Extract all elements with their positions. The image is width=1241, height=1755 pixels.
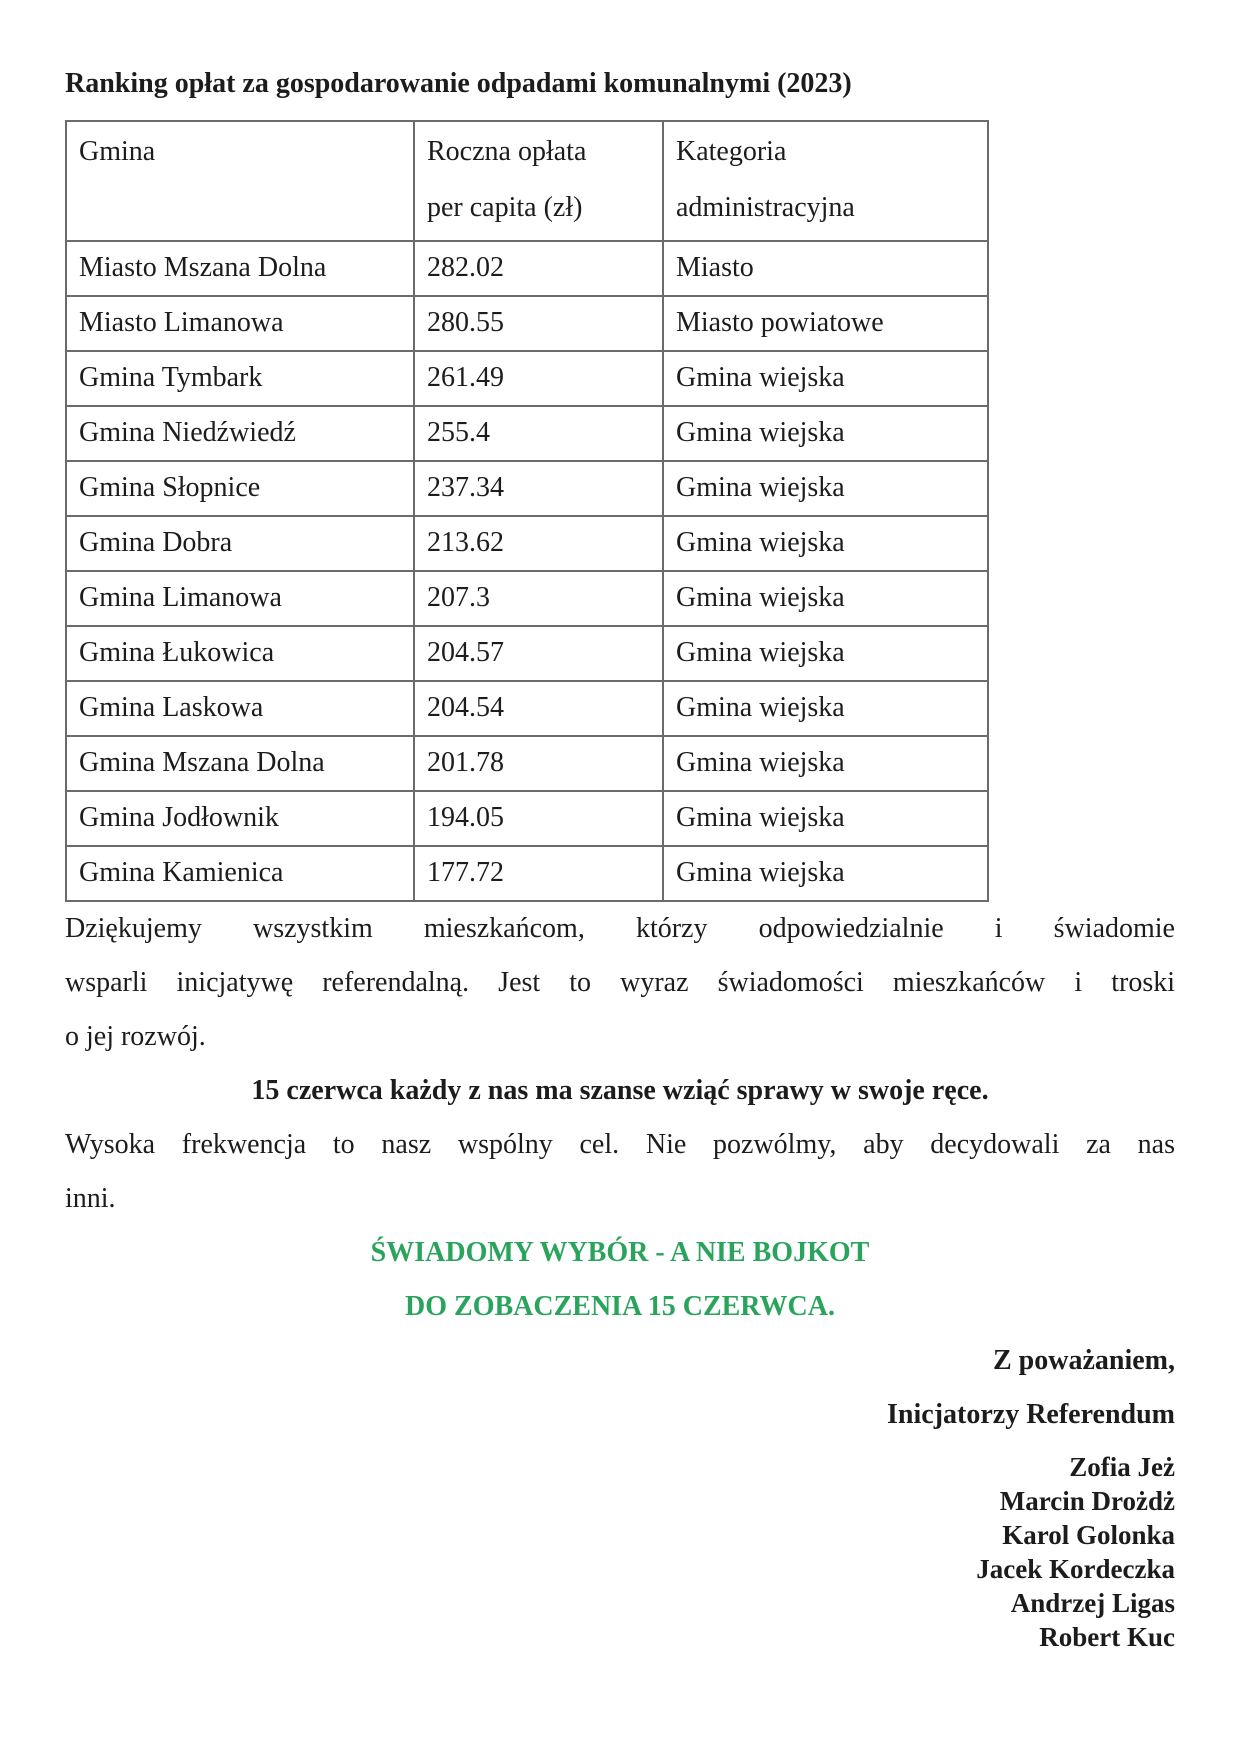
cell-fee: 177.72: [414, 846, 663, 901]
table-row: [66, 681, 988, 736]
cell-fee: 282.02: [414, 241, 663, 296]
cell-fee: 255.4: [414, 406, 663, 461]
cell-gmina: Gmina Kamienica: [66, 846, 414, 901]
paragraph-emphasis: 15 czerwca każdy z nas ma szanse wziąć sprawy w swoje ręce.: [251, 1075, 989, 1106]
signature-name: Robert Kuc: [1039, 1622, 1175, 1652]
header-category-line1: Kategoria: [676, 136, 787, 167]
table-row: [66, 516, 988, 571]
table-row: [66, 351, 988, 406]
table-row: [66, 791, 988, 846]
table-row: [66, 461, 988, 516]
signature-signed-by: Inicjatorzy Referendum: [887, 1399, 1175, 1430]
cell-category: Gmina wiejska: [663, 406, 988, 461]
table-row: [66, 296, 988, 351]
header-cell-fee: [414, 121, 663, 241]
fees-ranking-table: [65, 120, 989, 902]
cell-gmina: Gmina Limanowa: [66, 571, 414, 626]
cell-fee: 204.54: [414, 681, 663, 736]
cell-category: Gmina wiejska: [663, 736, 988, 791]
paragraph-turnout-line1: Wysoka frekwencja to nasz wspólny cel. Nie pozwólmy, aby decydowali za nas: [65, 1129, 1175, 1160]
cell-gmina: Gmina Łukowica: [66, 626, 414, 681]
table-header: [66, 121, 988, 241]
cell-fee: 261.49: [414, 351, 663, 406]
signature-block: [65, 1334, 1175, 1654]
page-title: Ranking opłat za gospodarowanie odpadami komunalnymi (2023): [65, 68, 852, 99]
cell-category: Gmina wiejska: [663, 626, 988, 681]
slogan-line-2: DO ZOBACZENIA 15 CZERWCA.: [405, 1291, 835, 1322]
header-gmina-line1: Gmina: [79, 136, 156, 167]
cell-gmina: Miasto Limanowa: [66, 296, 414, 351]
cell-category: Miasto: [663, 241, 988, 296]
table-row: [66, 406, 988, 461]
signature-name: Marcin Drożdż: [999, 1486, 1175, 1516]
cell-category: Gmina wiejska: [663, 791, 988, 846]
cell-category: Gmina wiejska: [663, 461, 988, 516]
cell-gmina: Gmina Dobra: [66, 516, 414, 571]
cell-fee: 194.05: [414, 791, 663, 846]
table-row: [66, 626, 988, 681]
paragraph-thanks-line2: wsparli inicjatywę referendalną. Jest to wyraz świadomości mieszkańców i troski: [65, 967, 1175, 998]
cell-gmina: Gmina Jodłownik: [66, 791, 414, 846]
cell-fee: 237.34: [414, 461, 663, 516]
header-cell-category: [663, 121, 988, 241]
table-row: [66, 736, 988, 791]
paragraph-thanks-line1: Dziękujemy wszystkim mieszkańcom, którzy odpowiedzialnie i świadomie: [65, 913, 1175, 944]
table-body: [66, 241, 988, 901]
signature-closing: Z poważaniem,: [993, 1345, 1175, 1376]
cell-category: Gmina wiejska: [663, 681, 988, 736]
header-fee-line1: Roczna opłata: [427, 136, 587, 167]
header-fee-line2: per capita (zł): [427, 192, 583, 223]
signature-name: Karol Golonka: [1002, 1520, 1175, 1550]
cell-fee: 201.78: [414, 736, 663, 791]
cell-category: Gmina wiejska: [663, 516, 988, 571]
paragraph-turnout: [65, 1118, 1175, 1226]
table-header-row: [66, 121, 988, 241]
header-cell-gmina: [66, 121, 414, 241]
cell-fee: 207.3: [414, 571, 663, 626]
signature-name: Andrzej Ligas: [1010, 1588, 1175, 1618]
cell-gmina: Gmina Tymbark: [66, 351, 414, 406]
signature-names-list: [65, 1450, 1175, 1654]
cell-gmina: Gmina Mszana Dolna: [66, 736, 414, 791]
cell-category: Gmina wiejska: [663, 571, 988, 626]
table-row: [66, 241, 988, 296]
signature-name: Zofia Jeż: [1069, 1452, 1175, 1482]
table-row: [66, 571, 988, 626]
cell-gmina: Gmina Słopnice: [66, 461, 414, 516]
cell-fee: 280.55: [414, 296, 663, 351]
cell-gmina: Gmina Laskowa: [66, 681, 414, 736]
header-category-line2: administracyjna: [676, 192, 855, 223]
paragraph-thanks-line3: o jej rozwój.: [65, 1021, 206, 1052]
table-row: [66, 846, 988, 901]
cell-fee: 213.62: [414, 516, 663, 571]
cell-fee: 204.57: [414, 626, 663, 681]
cell-category: Gmina wiejska: [663, 846, 988, 901]
paragraph-thanks: [65, 902, 1175, 1064]
paragraph-turnout-line2: inni.: [65, 1183, 116, 1214]
cell-category: Gmina wiejska: [663, 351, 988, 406]
signature-name: Jacek Kordeczka: [976, 1554, 1175, 1584]
cell-gmina: Miasto Mszana Dolna: [66, 241, 414, 296]
cell-category: Miasto powiatowe: [663, 296, 988, 351]
cell-gmina: Gmina Niedźwiedź: [66, 406, 414, 461]
slogan-line-1: ŚWIADOMY WYBÓR - A NIE BOJKOT: [370, 1237, 870, 1268]
